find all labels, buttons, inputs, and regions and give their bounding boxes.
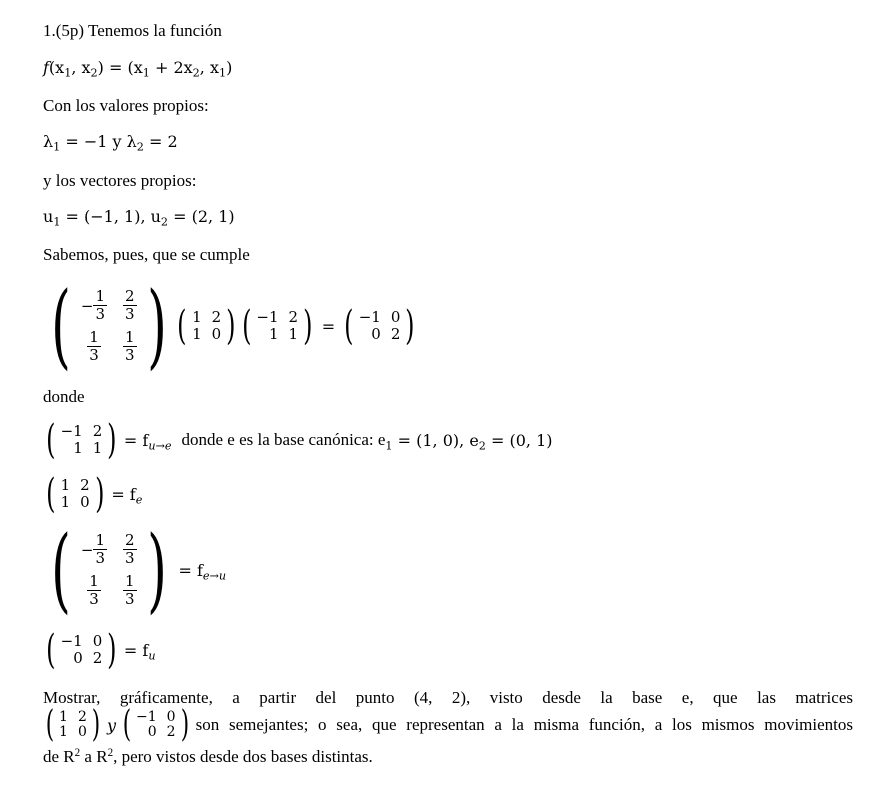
base-e-matrix: ( 1 2 1 0 ) = $f_e$: [46, 471, 143, 517]
problem-heading: 1.(5p) Tenemos la función: [43, 21, 222, 40]
matrix-p-repeat: −1 2 1 1: [60, 422, 103, 457]
matrix-a-inline: 1 2 1 0: [59, 709, 87, 740]
matrix-d: −1 0 0 2: [358, 308, 401, 343]
matrix-a: 1 2 1 0: [192, 308, 222, 343]
final-paragraph-line3: de $R^2$ a $R^2$, pero vistos desde dos bases distintas.: [43, 746, 373, 766]
base-change-e-to-u: ( − $\frac{1}{3}$ $\frac{2}{3}$ $\frac{1}{3}$ $\frac{1}{3}$ ) = $f_{e\to u}$: [51, 516, 227, 623]
matrix-d-inline: −1 0 0 2: [136, 709, 176, 740]
function-definition: $f(x_1$, $x_2) = (x_1 + 2x_2$, $x_1$): [43, 58, 233, 80]
eigenvectors: $u_1 = (-1$, 1), $u_2 = (2$, 1): [43, 207, 235, 229]
inverse-p-matrix: − $\frac{1}{3}$ $\frac{2}{3}$ $\frac{1}{3}$ $\frac{1}{3}$: [80, 287, 135, 364]
matrix-p: −1 2 1 1: [256, 308, 299, 343]
paren-right: ): [146, 272, 167, 379]
base-u-matrix: ( −1 0 0 2 ) = $f_u$: [46, 627, 156, 673]
diagonalization-equation: ( − $\frac{1}{3}$ $\frac{2}{3}$ $\frac{1}{3}$ $\frac{1}{3}$ ) ( 1 2 1 0 ) ( −1 2 1 1 ) = ( −1 0 0 2 ): [51, 272, 415, 379]
final-paragraph-line1: Mostrar, gráficamente, a partir del punto (4, 2), visto desde la base e, que las matrices: [43, 688, 853, 707]
paren-left: (: [51, 272, 71, 379]
known-text: Sabemos, pues, que se cumple: [43, 245, 250, 264]
eigenvalues: $\lambda_1 = -1$ y $\lambda_2 = 2$: [43, 132, 178, 154]
base-change-u-to-e: ( −1 2 1 1 ) = $f_{u\to e}$ donde e es la base canónica: e $_1$ = (1, 0), $e_2 = (0$, 1): [46, 417, 553, 463]
inverse-p-matrix-repeat: − $\frac{1}{3}$ $\frac{2}{3}$ $\frac{1}{3}$ $\frac{1}{3}$: [80, 531, 135, 608]
where-text: donde: [43, 387, 85, 406]
matrix-a-repeat: 1 2 1 0: [60, 476, 90, 511]
eigenvalues-label: Con los valores propios:: [43, 96, 209, 115]
final-paragraph-line2: ( 1 2 1 0 ) y ( −1 0 0 2 ) son semejantes; o sea, que representan a la misma función, a los mismos movimientos: [45, 704, 853, 745]
matrix-d-repeat: −1 0 0 2: [60, 632, 103, 667]
eigenvectors-label: y los vectores propios:: [43, 171, 197, 190]
